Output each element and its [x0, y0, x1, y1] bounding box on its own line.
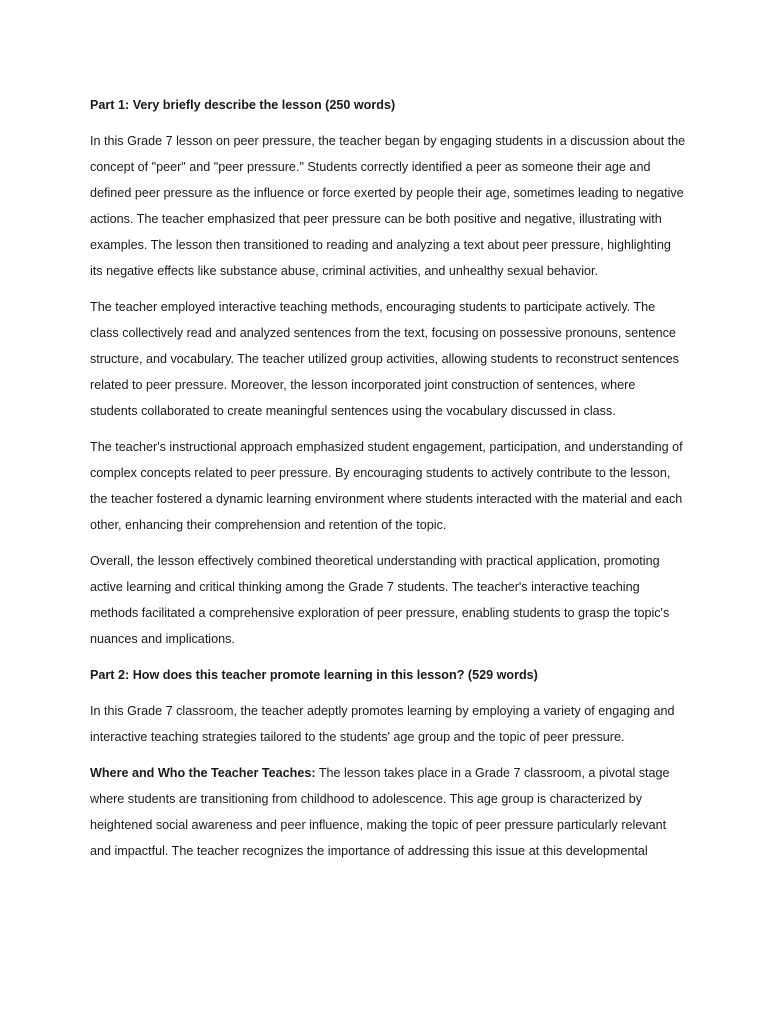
part1-heading: Part 1: Very briefly describe the lesson (250 words): [90, 98, 396, 112]
part2-intro-paragraph: In this Grade 7 classroom, the teacher adeptly promotes learning by employing a variety of engaging and interactive teaching strategies tailored to the students' age group and the topic of peer pressure.: [90, 704, 675, 744]
part2-heading: Part 2: How does this teacher promote learning in this lesson? (529 words): [90, 668, 538, 682]
part1-paragraph-3: The teacher's instructional approach emphasized student engagement, participation, and understanding of complex concepts related to peer pressure. By encouraging students to actively contribute to the lesson, the teacher fostered a dynamic learning environment where students interacted with the material and each other, enhancing their comprehension and retention of the topic.: [90, 440, 683, 532]
part2-section-paragraph: [90, 760, 686, 864]
document-page: [90, 92, 686, 874]
part1-paragraph-4: Overall, the lesson effectively combined theoretical understanding with practical application, promoting active learning and critical thinking among the Grade 7 students. The teacher's interactive teaching methods facilitated a comprehensive exploration of peer pressure, enabling students to grasp the topic's nuances and implications.: [90, 554, 670, 646]
part1-paragraph-2: The teacher employed interactive teaching methods, encouraging students to participate actively. The class collectively read and analyzed sentences from the text, focusing on possessive pronouns, sentence structure, and vocabulary. The teacher utilized group activities, allowing students to reconstruct sentences related to peer pressure. Moreover, the lesson incorporated joint construction of sentences, where students collaborated to create meaningful sentences using the vocabulary discussed in class.: [90, 300, 679, 418]
section-lead-label: Where and Who the Teacher Teaches:: [90, 766, 316, 780]
section-body-text: The lesson takes place in a Grade 7 classroom, a pivotal stage where students are transitioning from childhood to adolescence. This age group is characterized by heightened social awareness and peer influence, making the topic of peer pressure particularly relevant and impactful. The teacher recognizes the importance of addressing this issue at this developmental: [90, 766, 670, 858]
part1-paragraph-1: In this Grade 7 lesson on peer pressure, the teacher began by engaging students in a discussion about the concept of "peer" and "peer pressure." Students correctly identified a peer as someone their age and defined peer pressure as the influence or force exerted by people their age, sometimes leading to negative actions. The teacher emphasized that peer pressure can be both positive and negative, illustrating with examples. The lesson then transitioned to reading and analyzing a text about peer pressure, highlighting its negative effects like substance abuse, criminal activities, and unhealthy sexual behavior.: [90, 134, 686, 278]
